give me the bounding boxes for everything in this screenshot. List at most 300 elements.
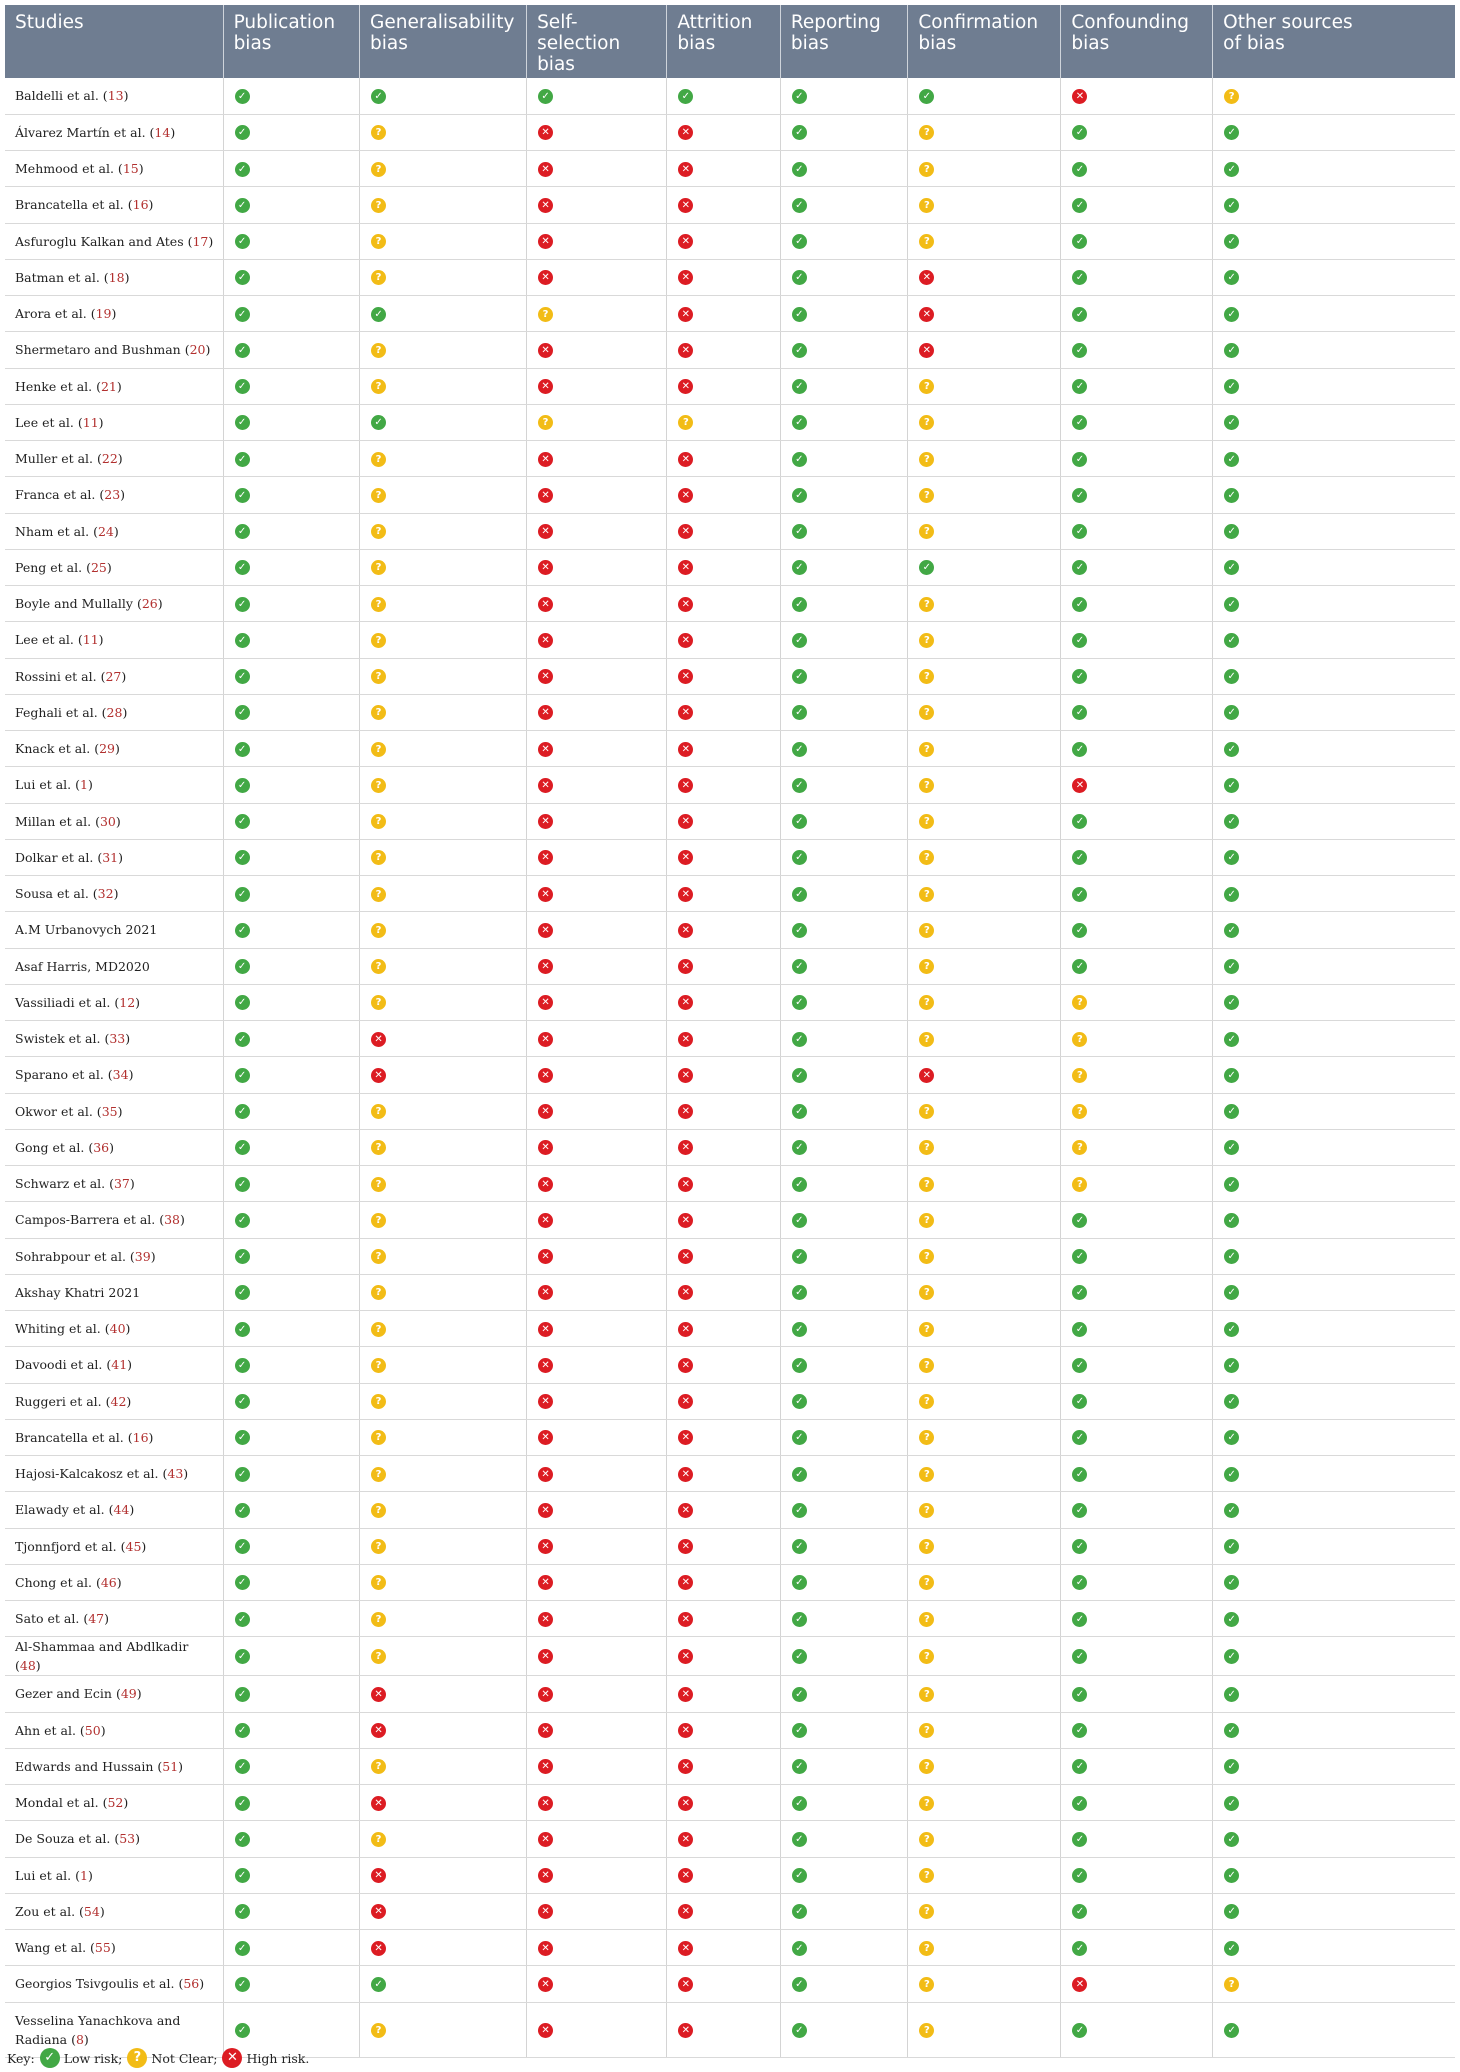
rating-cell-reporting	[780, 1238, 908, 1274]
check-circle-icon: ✓	[792, 1832, 807, 1847]
reference-link[interactable]: 25	[90, 559, 107, 575]
reference-link[interactable]: 15	[122, 161, 139, 177]
rating-cell-confounding	[1061, 1347, 1213, 1383]
x-circle-icon: ✕	[538, 524, 553, 539]
rating-cell-confounding	[1061, 187, 1213, 223]
x-circle-icon: ✕	[678, 1687, 693, 1702]
rating-cell-reporting	[780, 1057, 908, 1093]
reference-link[interactable]: 13	[107, 88, 124, 104]
rating-cell-publication	[223, 1129, 359, 1165]
check-circle-icon: ✓	[1224, 1649, 1239, 1664]
study-name: Baldelli et al.	[15, 88, 99, 104]
rating-cell-self-selection	[527, 513, 667, 549]
table-row	[5, 1057, 1455, 1093]
question-circle-icon: ?	[371, 887, 386, 902]
rating-cell-attrition	[667, 296, 781, 332]
question-circle-icon: ?	[371, 270, 386, 285]
rating-cell-publication	[223, 114, 359, 150]
x-circle-icon: ✕	[538, 1977, 553, 1992]
rating-cell-confirmation	[908, 1383, 1061, 1419]
study-name: Gong et al.	[15, 1139, 85, 1155]
reference-link[interactable]: 50	[84, 1722, 101, 1738]
rating-cell-confounding	[1061, 1238, 1213, 1274]
rating-cell-generalisability	[360, 1712, 527, 1748]
reference-link[interactable]: 1	[80, 1867, 88, 1883]
check-circle-icon: ✓	[1224, 1177, 1239, 1192]
check-circle-icon: ✓	[792, 995, 807, 1010]
rating-cell-other-sources	[1213, 404, 1455, 440]
question-circle-icon: ?	[919, 1104, 934, 1119]
rating-cell-confounding	[1061, 1930, 1213, 1966]
reference-link[interactable]: 39	[134, 1248, 151, 1264]
question-circle-icon: ?	[919, 452, 934, 467]
check-circle-icon: ✓	[1224, 1430, 1239, 1445]
question-circle-icon: ?	[371, 1649, 386, 1664]
check-circle-icon: ✓	[792, 1868, 807, 1883]
rating-cell-other-sources	[1213, 1857, 1455, 1893]
reference-link[interactable]: 28	[106, 704, 123, 720]
rating-cell-attrition	[667, 368, 781, 404]
study-name: Asaf Harris, MD2020	[15, 958, 150, 974]
check-circle-icon: ✓	[1224, 923, 1239, 938]
rating-cell-other-sources	[1213, 1748, 1455, 1784]
reference-link[interactable]: 42	[110, 1393, 127, 1409]
rating-cell-other-sources	[1213, 1528, 1455, 1564]
question-circle-icon: ?	[371, 1322, 386, 1337]
question-circle-icon: ?	[127, 2048, 147, 2068]
reference-link[interactable]: 34	[112, 1067, 129, 1083]
reference-link[interactable]: 26	[141, 596, 158, 612]
check-circle-icon: ✓	[1224, 1868, 1239, 1883]
question-circle-icon: ?	[919, 162, 934, 177]
check-circle-icon: ✓	[235, 633, 250, 648]
reference-link[interactable]: 30	[99, 813, 116, 829]
check-circle-icon: ✓	[1072, 1575, 1087, 1590]
rating-cell-self-selection	[527, 477, 667, 513]
question-circle-icon: ?	[919, 778, 934, 793]
check-circle-icon: ✓	[235, 1977, 250, 1992]
rating-cell-other-sources	[1213, 151, 1455, 187]
rating-cell-attrition	[667, 404, 781, 440]
check-circle-icon: ✓	[371, 89, 386, 104]
reference-link[interactable]: 47	[88, 1611, 105, 1627]
reference-link[interactable]: 49	[120, 1686, 137, 1702]
reference-link[interactable]: 18	[108, 269, 125, 285]
question-circle-icon: ?	[371, 343, 386, 358]
reference-link[interactable]: 14	[154, 124, 171, 140]
reference-link[interactable]: 20	[189, 342, 206, 358]
rating-cell-self-selection	[527, 78, 667, 114]
rating-cell-generalisability	[360, 513, 527, 549]
rating-cell-confirmation	[908, 948, 1061, 984]
study-name: Knack et al.	[15, 741, 91, 757]
check-circle-icon: ✓	[1072, 1868, 1087, 1883]
rating-cell-generalisability	[360, 586, 527, 622]
check-circle-icon: ✓	[792, 959, 807, 974]
check-circle-icon: ✓	[792, 415, 807, 430]
reference-link[interactable]: 31	[102, 849, 119, 865]
reference-link[interactable]: 44	[113, 1502, 130, 1518]
study-cell: Rossini et al. (27)	[5, 658, 223, 694]
rating-cell-generalisability	[360, 1785, 527, 1821]
check-circle-icon: ✓	[1072, 1904, 1087, 1919]
rating-cell-publication	[223, 368, 359, 404]
check-circle-icon: ✓	[1224, 1941, 1239, 1956]
rating-cell-generalisability	[360, 1637, 527, 1676]
reference-link[interactable]: 51	[162, 1758, 179, 1774]
question-circle-icon: ?	[371, 198, 386, 213]
check-circle-icon: ✓	[792, 1941, 807, 1956]
check-circle-icon: ✓	[1072, 850, 1087, 865]
rating-cell-other-sources	[1213, 1129, 1455, 1165]
rating-cell-attrition	[667, 1166, 781, 1202]
check-circle-icon: ✓	[1072, 1539, 1087, 1554]
rating-cell-self-selection	[527, 1456, 667, 1492]
reference-link[interactable]: 11	[82, 414, 99, 430]
header-studies: Studies	[5, 5, 223, 78]
question-circle-icon: ?	[1072, 995, 1087, 1010]
question-circle-icon: ?	[919, 923, 934, 938]
question-circle-icon: ?	[371, 959, 386, 974]
rating-cell-confounding	[1061, 1564, 1213, 1600]
check-circle-icon: ✓	[1072, 1213, 1087, 1228]
rating-cell-reporting	[780, 1893, 908, 1929]
reference-link[interactable]: 8	[75, 2031, 84, 2047]
reference-link[interactable]: 35	[101, 1103, 118, 1119]
table-row	[5, 1785, 1455, 1821]
question-circle-icon: ?	[919, 125, 934, 140]
study-cell: Zou et al. (54)	[5, 1893, 223, 1929]
rating-cell-self-selection	[527, 1564, 667, 1600]
rating-cell-self-selection	[527, 332, 667, 368]
rating-cell-confounding	[1061, 1966, 1213, 2002]
rating-cell-generalisability	[360, 1748, 527, 1784]
question-circle-icon: ?	[371, 1213, 386, 1228]
study-cell: Álvarez Martín et al. (14)	[5, 114, 223, 150]
check-circle-icon: ✓	[1072, 234, 1087, 249]
rating-cell-publication	[223, 767, 359, 803]
rating-cell-reporting	[780, 1274, 908, 1310]
check-circle-icon: ✓	[235, 1430, 250, 1445]
check-circle-icon: ✓	[792, 923, 807, 938]
check-circle-icon: ✓	[792, 814, 807, 829]
rating-cell-generalisability	[360, 151, 527, 187]
rating-cell-confirmation	[908, 513, 1061, 549]
check-circle-icon: ✓	[1072, 633, 1087, 648]
question-circle-icon: ?	[371, 1832, 386, 1847]
rating-cell-other-sources	[1213, 1347, 1455, 1383]
rating-cell-reporting	[780, 767, 908, 803]
rating-cell-reporting	[780, 1857, 908, 1893]
rating-cell-generalisability	[360, 1419, 527, 1455]
check-circle-icon: ✓	[792, 1687, 807, 1702]
rating-cell-self-selection	[527, 296, 667, 332]
question-circle-icon: ?	[919, 1649, 934, 1664]
x-circle-icon: ✕	[538, 125, 553, 140]
x-circle-icon: ✕	[371, 1796, 386, 1811]
check-circle-icon: ✓	[792, 1322, 807, 1337]
study-cell: Brancatella et al. (16)	[5, 1419, 223, 1455]
reference-link[interactable]: 33	[109, 1031, 126, 1047]
question-circle-icon: ?	[919, 234, 934, 249]
check-circle-icon: ✓	[1224, 415, 1239, 430]
rating-cell-self-selection	[527, 984, 667, 1020]
reference-link[interactable]: 53	[119, 1831, 136, 1847]
rating-cell-other-sources	[1213, 2002, 1455, 2057]
reference-link[interactable]: 12	[119, 994, 136, 1010]
reference-link[interactable]: 36	[93, 1139, 110, 1155]
check-circle-icon: ✓	[1224, 307, 1239, 322]
reference-link[interactable]: 22	[101, 451, 118, 467]
check-circle-icon: ✓	[235, 524, 250, 539]
study-name: Rossini et al.	[15, 668, 97, 684]
question-circle-icon: ?	[1224, 89, 1239, 104]
x-circle-icon: ✕	[538, 488, 553, 503]
table-row	[5, 259, 1455, 295]
rating-cell-generalisability	[360, 441, 527, 477]
check-circle-icon: ✓	[1072, 379, 1087, 394]
rating-cell-reporting	[780, 622, 908, 658]
check-circle-icon: ✓	[792, 452, 807, 467]
study-cell: Brancatella et al. (16)	[5, 187, 223, 223]
question-circle-icon: ?	[919, 1213, 934, 1228]
rating-cell-self-selection	[527, 1311, 667, 1347]
study-name: Campos-Barrera et al.	[15, 1212, 156, 1228]
check-circle-icon: ✓	[235, 814, 250, 829]
check-circle-icon: ✓	[235, 452, 250, 467]
reference-link[interactable]: 41	[111, 1357, 128, 1373]
check-circle-icon: ✓	[235, 1612, 250, 1627]
reference-link[interactable]: 32	[97, 886, 114, 902]
x-circle-icon: ✕	[371, 1904, 386, 1919]
reference-link[interactable]: 46	[100, 1574, 117, 1590]
check-circle-icon: ✓	[792, 742, 807, 757]
reference-link[interactable]: 11	[82, 632, 99, 648]
check-circle-icon: ✓	[792, 379, 807, 394]
reference-link[interactable]: 43	[167, 1466, 184, 1482]
rating-cell-publication	[223, 1857, 359, 1893]
rating-cell-self-selection	[527, 731, 667, 767]
study-name: Sohrabpour et al.	[15, 1248, 126, 1264]
question-circle-icon: ?	[919, 1941, 934, 1956]
reference-link[interactable]: 37	[113, 1176, 130, 1192]
reference-link[interactable]: 40	[109, 1321, 126, 1337]
rating-cell-confounding	[1061, 259, 1213, 295]
question-circle-icon: ?	[919, 1832, 934, 1847]
rating-cell-other-sources	[1213, 1238, 1455, 1274]
study-cell: Franca et al. (23)	[5, 477, 223, 513]
rating-cell-confirmation	[908, 1821, 1061, 1857]
rating-cell-self-selection	[527, 1492, 667, 1528]
rating-cell-generalisability	[360, 1564, 527, 1600]
x-circle-icon: ✕	[538, 1104, 553, 1119]
rating-cell-other-sources	[1213, 332, 1455, 368]
reference-link[interactable]: 45	[125, 1538, 142, 1554]
rating-cell-attrition	[667, 332, 781, 368]
x-circle-icon: ✕	[538, 1213, 553, 1228]
rating-cell-reporting	[780, 78, 908, 114]
rating-cell-reporting	[780, 1383, 908, 1419]
x-circle-icon: ✕	[538, 198, 553, 213]
check-circle-icon: ✓	[1224, 597, 1239, 612]
rating-cell-confounding	[1061, 1893, 1213, 1929]
check-circle-icon: ✓	[792, 1977, 807, 1992]
study-cell: Gezer and Ecin (49)	[5, 1676, 223, 1712]
study-cell: Hajosi-Kalcakosz et al. (43)	[5, 1456, 223, 1492]
rating-cell-publication	[223, 1311, 359, 1347]
rating-cell-generalisability	[360, 658, 527, 694]
rating-cell-confounding	[1061, 1785, 1213, 1821]
rating-cell-confirmation	[908, 912, 1061, 948]
question-circle-icon: ?	[919, 1539, 934, 1554]
rating-cell-attrition	[667, 114, 781, 150]
reference-link[interactable]: 56	[183, 1976, 200, 1992]
question-circle-icon: ?	[919, 1503, 934, 1518]
check-circle-icon: ✓	[1224, 452, 1239, 467]
x-circle-icon: ✕	[538, 1941, 553, 1956]
rating-cell-generalisability	[360, 876, 527, 912]
study-name: Swistek et al.	[15, 1031, 101, 1047]
x-circle-icon: ✕	[678, 307, 693, 322]
reference-link[interactable]: 24	[97, 523, 114, 539]
check-circle-icon: ✓	[1224, 705, 1239, 720]
study-cell: Sparano et al. (34)	[5, 1057, 223, 1093]
study-cell: Gong et al. (36)	[5, 1129, 223, 1165]
table-row	[5, 694, 1455, 730]
reference-link[interactable]: 17	[192, 233, 209, 249]
rating-cell-publication	[223, 1676, 359, 1712]
x-circle-icon: ✕	[538, 1394, 553, 1409]
x-circle-icon: ✕	[678, 1649, 693, 1664]
table-row	[5, 368, 1455, 404]
reference-link[interactable]: 38	[164, 1212, 181, 1228]
study-cell: Dolkar et al. (31)	[5, 839, 223, 875]
rating-cell-confounding	[1061, 1202, 1213, 1238]
check-circle-icon: ✓	[792, 850, 807, 865]
check-circle-icon: ✓	[235, 488, 250, 503]
rating-cell-confirmation	[908, 1528, 1061, 1564]
rating-cell-confounding	[1061, 1637, 1213, 1676]
check-circle-icon: ✓	[1072, 125, 1087, 140]
check-circle-icon: ✓	[235, 1249, 250, 1264]
rating-cell-self-selection	[527, 1748, 667, 1784]
rating-cell-attrition	[667, 1274, 781, 1310]
reference-link[interactable]: 1	[80, 777, 88, 793]
study-cell: Lee et al. (11)	[5, 622, 223, 658]
reference-link[interactable]: 21	[100, 378, 117, 394]
reference-link[interactable]: 16	[132, 1429, 149, 1445]
rating-cell-other-sources	[1213, 1821, 1455, 1857]
rating-cell-other-sources	[1213, 767, 1455, 803]
reference-link[interactable]: 52	[107, 1795, 124, 1811]
x-circle-icon: ✕	[538, 1068, 553, 1083]
check-circle-icon: ✓	[1224, 814, 1239, 829]
x-circle-icon: ✕	[222, 2048, 242, 2068]
rating-cell-other-sources	[1213, 1311, 1455, 1347]
check-circle-icon: ✓	[792, 1104, 807, 1119]
x-circle-icon: ✕	[678, 198, 693, 213]
reference-link[interactable]: 29	[99, 741, 115, 757]
check-circle-icon: ✓	[1224, 850, 1239, 865]
x-circle-icon: ✕	[678, 959, 693, 974]
check-circle-icon: ✓	[1072, 198, 1087, 213]
rating-cell-publication	[223, 1021, 359, 1057]
check-circle-icon: ✓	[792, 1285, 807, 1300]
rating-cell-generalisability	[360, 1676, 527, 1712]
study-cell: Lee et al. (11)	[5, 404, 223, 440]
rating-cell-self-selection	[527, 658, 667, 694]
reference-link[interactable]: 48	[19, 1658, 36, 1674]
rating-cell-confirmation	[908, 114, 1061, 150]
rating-cell-confounding	[1061, 1821, 1213, 1857]
rating-cell-generalisability	[360, 2002, 527, 2057]
header-other-sources-of-bias: Other sources of bias	[1213, 5, 1455, 78]
rating-cell-reporting	[780, 1637, 908, 1676]
x-circle-icon: ✕	[678, 234, 693, 249]
x-circle-icon: ✕	[678, 1032, 693, 1047]
check-circle-icon: ✓	[1072, 415, 1087, 430]
check-circle-icon: ✓	[1072, 705, 1087, 720]
rating-cell-reporting	[780, 513, 908, 549]
table-row	[5, 731, 1455, 767]
check-circle-icon: ✓	[792, 1358, 807, 1373]
study-name: Brancatella et al.	[15, 197, 124, 213]
reference-link[interactable]: 23	[104, 487, 121, 503]
reference-link[interactable]: 27	[105, 668, 122, 684]
x-circle-icon: ✕	[678, 1941, 693, 1956]
x-circle-icon: ✕	[538, 1796, 553, 1811]
x-circle-icon: ✕	[678, 488, 693, 503]
question-circle-icon: ?	[371, 742, 386, 757]
question-circle-icon: ?	[919, 1177, 934, 1192]
check-circle-icon: ✓	[1224, 379, 1239, 394]
question-circle-icon: ?	[1072, 1068, 1087, 1083]
rating-cell-generalisability	[360, 549, 527, 585]
rating-cell-confirmation	[908, 622, 1061, 658]
study-name: Arora et al.	[15, 306, 87, 322]
rating-cell-reporting	[780, 1676, 908, 1712]
rating-cell-confounding	[1061, 1093, 1213, 1129]
table-row	[5, 803, 1455, 839]
reference-link[interactable]: 19	[95, 306, 112, 322]
reference-link[interactable]: 16	[132, 197, 149, 213]
check-circle-icon: ✓	[792, 524, 807, 539]
x-circle-icon: ✕	[678, 742, 693, 757]
rating-cell-publication	[223, 332, 359, 368]
header-row	[5, 5, 1455, 78]
x-circle-icon: ✕	[538, 814, 553, 829]
rating-cell-attrition	[667, 1129, 781, 1165]
rating-cell-generalisability	[360, 984, 527, 1020]
x-circle-icon: ✕	[1072, 89, 1087, 104]
check-circle-icon: ✓	[1072, 524, 1087, 539]
check-circle-icon: ✓	[1072, 1394, 1087, 1409]
check-circle-icon: ✓	[40, 2048, 60, 2068]
question-circle-icon: ?	[919, 850, 934, 865]
rating-cell-generalisability	[360, 1857, 527, 1893]
check-circle-icon: ✓	[235, 1832, 250, 1847]
check-circle-icon: ✓	[1224, 995, 1239, 1010]
check-circle-icon: ✓	[792, 1503, 807, 1518]
table-row	[5, 1383, 1455, 1419]
check-circle-icon: ✓	[235, 1539, 250, 1554]
reference-link[interactable]: 54	[83, 1903, 100, 1919]
question-circle-icon: ?	[1072, 1140, 1087, 1155]
rating-cell-generalisability	[360, 839, 527, 875]
study-cell: Nham et al. (24)	[5, 513, 223, 549]
reference-link[interactable]: 55	[94, 1940, 111, 1956]
check-circle-icon: ✓	[235, 1104, 250, 1119]
